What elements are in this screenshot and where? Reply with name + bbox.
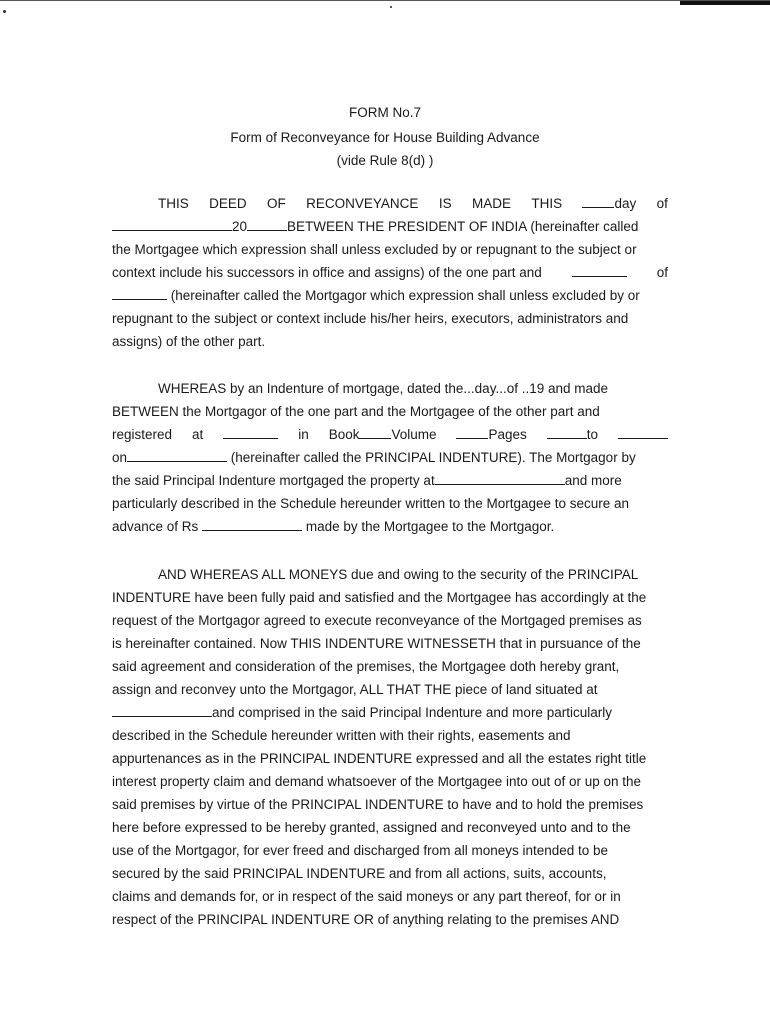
word: on [112,450,128,465]
deed-paragraph [112,192,668,353]
party-blank[interactable] [572,264,627,277]
deed-line: said premises by virtue of the PRINCIPAL INDENTURE to have and to hold the premises [112,797,644,812]
day-field: day [582,192,636,215]
deed-line [112,423,668,446]
deed-line [112,515,668,538]
deed-line: WHEREAS by an Indenture of mortgage, dated the...day...of ..19 and made [158,381,609,396]
word: of [656,196,668,211]
form-rule-reference: (vide Rule 8(d) ) [336,153,434,168]
day-blank[interactable] [582,195,614,208]
deed-line: interest property claim and demand whatsoever of the Mortgagee into out of or up on the [112,774,642,789]
deed-line [112,215,668,238]
date-blank[interactable] [112,218,232,231]
deed-line: request of the Mortgagor agreed to execute reconveyance of the Mortgaged premises as [112,613,642,628]
deed-text: (hereinafter called the PRINCIPAL INDENTURE). The Mortgagor by [230,450,636,465]
volume-blank[interactable] [456,426,488,439]
book-field: Book Volume [328,427,437,442]
registry-blank[interactable] [223,426,278,439]
deed-line: repugnant to the subject or context include his/her heirs, executors, administrators and [112,311,629,326]
deed-line [112,469,668,492]
deed-line: INDENTURE have been fully paid and satisfied and the Mortgagee has accordingly at the [112,590,647,605]
word: THIS [158,196,189,211]
deed-line: secured by the said PRINCIPAL INDENTURE and from all actions, suits, accounts, [112,866,607,881]
amount-blank[interactable] [202,518,302,531]
deed-line [112,701,668,724]
deed-line: particularly described in the Schedule hereunder written to the Mortgagee to secure an [112,496,630,511]
pages-end-blank[interactable] [618,426,668,439]
deed-line: assign and reconvey unto the Mortgagor, ALL THAT THE piece of land situated at [112,682,598,697]
to-field: to [547,423,598,446]
word: RECONVEYANCE [306,196,419,211]
word: registered [112,427,173,442]
form-number: FORM No.7 [348,105,421,120]
deed-line: appurtenances as in the PRINCIPAL INDENTURE expressed and all the estates right title [112,751,647,766]
year-blank[interactable] [247,218,287,231]
scan-speck [3,10,6,13]
deed-line: described in the Schedule hereunder written with their rights, easements and [112,728,571,743]
word: DEED [209,196,247,211]
deed-line: respect of the PRINCIPAL INDENTURE OR of anything relating to the premises AND [112,912,620,927]
mortgagor-blank[interactable] [112,287,167,300]
deed-text: advance of Rs [112,519,199,534]
word: THIS [531,196,563,211]
word: in [298,427,309,442]
book-blank[interactable] [359,426,391,439]
whereas-paragraph [112,377,668,538]
deed-line: is hereinafter contained. Now THIS INDENTURE WITNESSETH that in pursuance of the [112,636,641,651]
deed-line [112,284,668,307]
property-field: the said Principal Indenture mortgaged the property at and more [112,473,622,488]
land-location-blank[interactable] [112,704,212,717]
deed-text: (hereinafter called the Mortgagor which expression shall unless excluded by or [170,288,640,303]
property-blank[interactable] [435,472,565,485]
deed-text: and comprised in the said Principal Indenture and more particularly [212,705,612,720]
deed-line: AND WHEREAS ALL MONEYS due and owing to the security of the PRINCIPAL [158,567,639,582]
deed-line [112,192,668,215]
deed-line [112,446,668,469]
form-title: Form of Reconveyance for House Building Advance [230,130,540,145]
year-prefix: 20 [232,219,248,234]
word: of [656,265,668,280]
and-whereas-paragraph [112,563,668,931]
deed-line: the Mortgagee which expression shall unless excluded by or repugnant to the subject or [112,242,637,257]
deed-text: BETWEEN THE PRESIDENT OF INDIA (hereinafter called [287,219,639,234]
pages-blank[interactable] [547,426,587,439]
deed-text: made by the Mortgagee to the Mortgagor. [305,519,555,534]
deed-line: claims and demands for, or in respect of the said moneys or any part thereof, for or in [112,889,621,904]
deed-line: use of the Mortgagor, for ever freed and discharged from all moneys intended to be [112,843,609,858]
deed-line [112,261,668,284]
pages-field: Pages [456,423,526,446]
scan-speck [390,6,392,8]
word: OF [267,196,286,211]
word: at [192,427,204,442]
date-blank[interactable] [127,449,227,462]
word: MADE [471,196,511,211]
deed-line: said agreement and consideration of the premises, the Mortgagee doth hereby grant, [112,659,620,674]
deed-line: assigns) of the other part. [112,334,266,349]
deed-line: BETWEEN the Mortgagor of the one part and the Mortgagee of the other part and [112,404,600,419]
deed-text: context include his successors in office and assigns) of the one part and [112,265,542,280]
word: IS [438,196,452,211]
deed-line: here before expressed to be hereby granted, assigned and reconveyed unto and to the [112,820,631,835]
scan-top-edge [0,0,770,6]
